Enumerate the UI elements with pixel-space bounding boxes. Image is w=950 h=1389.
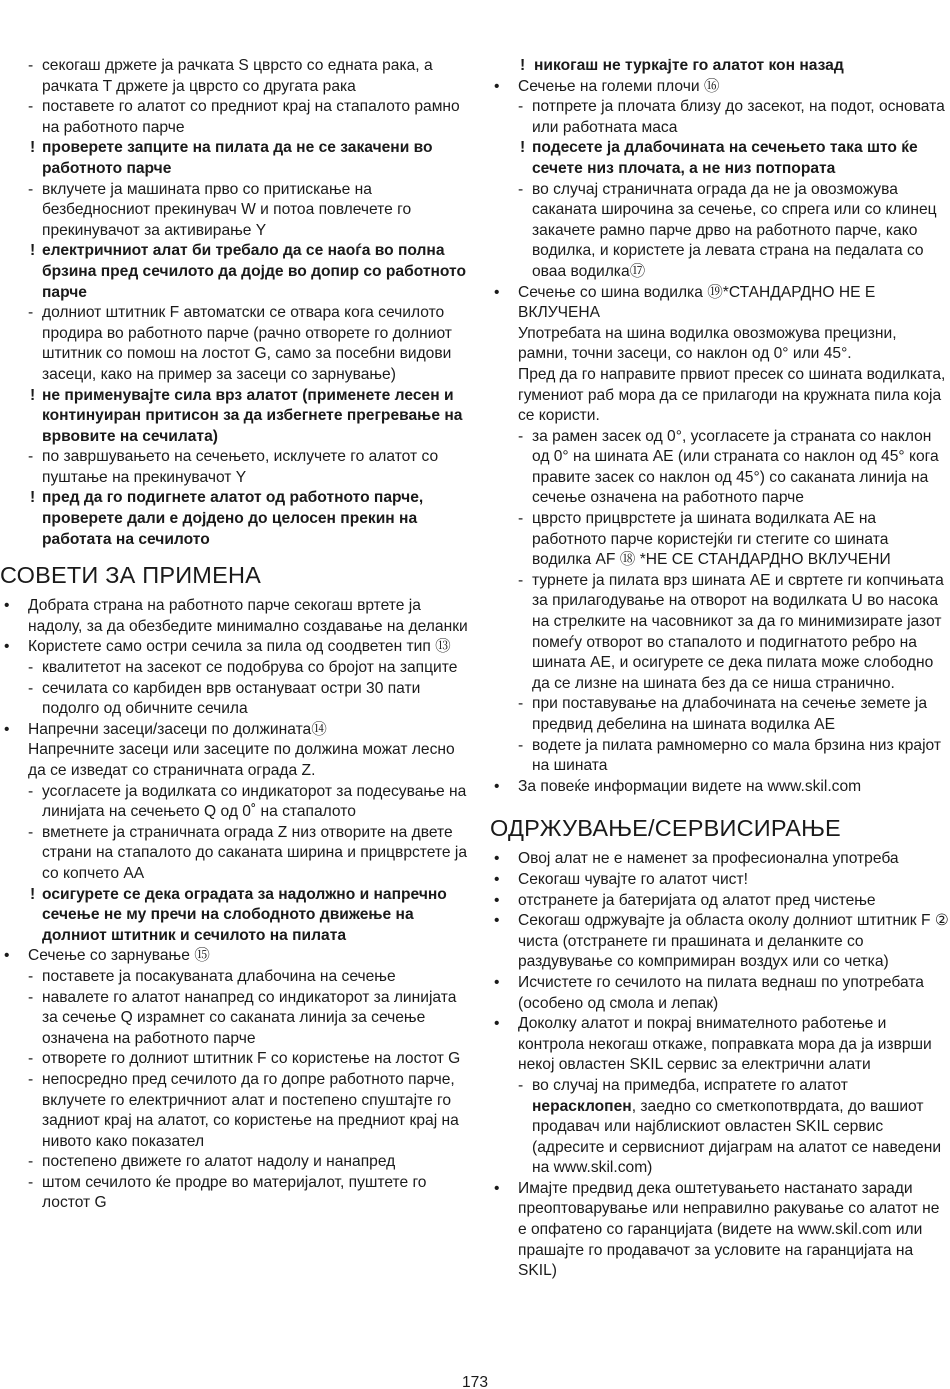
left-instructions-list <box>0 56 470 550</box>
right-column <box>490 56 950 1282</box>
list-item <box>490 911 950 973</box>
list-item-text: Овој алат не е наменет за професионална употреба <box>518 850 899 868</box>
list-item <box>0 386 470 448</box>
list-item <box>490 891 950 912</box>
list-marker: ! <box>30 139 36 157</box>
list-item <box>0 782 470 823</box>
list-marker: - <box>518 1076 524 1094</box>
list-item <box>0 488 470 550</box>
list-item <box>0 97 470 138</box>
list-item <box>490 571 950 695</box>
list-item <box>490 849 950 870</box>
list-marker: • <box>494 777 500 795</box>
list-item-text: постепено движете го алатот надолу и нанапред <box>42 1153 396 1171</box>
list-item <box>490 97 950 138</box>
list-item-text: поставете го алатот со предниот крај на стапалото рамно на работното парче <box>42 98 460 136</box>
list-marker: - <box>28 1050 34 1068</box>
list-item-text: никогаш не туркајте го алатот кон назад <box>534 57 844 74</box>
list-marker: • <box>494 870 500 888</box>
list-item-text: Сечење со шина водилка ⑲*СТАНДАРДНО НЕ Е ВКЛУЧЕНА <box>518 283 876 322</box>
list-item <box>0 679 470 720</box>
list-marker: - <box>28 1070 34 1088</box>
list-item <box>490 427 950 509</box>
list-marker: - <box>28 98 34 116</box>
list-item-text: пред да го подигнете алатот од работното парче, проверете дали е дојдено до целосен прекин на работата на сечилото <box>42 489 424 548</box>
list-item <box>0 658 470 679</box>
section-heading-application-tips: СОВЕТИ ЗА ПРИМЕНА <box>0 562 262 589</box>
list-item <box>0 1070 470 1152</box>
list-item <box>490 694 950 735</box>
list-item <box>490 736 950 777</box>
list-item <box>0 967 470 988</box>
list-marker: ! <box>520 139 526 157</box>
list-marker: • <box>4 638 10 656</box>
list-item-text: Добрата страна на работното парче секогаш вртете ја надолу, за да обезбедите минимално создавање на деланки <box>28 597 468 635</box>
list-item <box>0 56 470 97</box>
list-item-text: цврсто прицврстете ја шината водилката AE на работното парче користејќи ги стегите со шината водилка AF ⑱ *НЕ СЕ СТАНДАРДНО ВКЛУЧЕНИ <box>532 510 891 569</box>
list-item-text: не применувајте сила врз алатот (применете лесен и континуиран притисон за да избегнете прегревање на врвовите на сечилата) <box>42 386 463 445</box>
list-marker: - <box>28 448 34 466</box>
list-item <box>490 777 950 798</box>
list-marker: • <box>494 283 500 301</box>
list-item-text: штом сечилото ќе продре во материјалот, пуштете го лостот G <box>42 1173 427 1212</box>
list-item <box>0 946 470 967</box>
list-item <box>0 138 470 179</box>
warranty-list <box>490 1179 950 1282</box>
list-item <box>490 870 950 891</box>
list-item-text: подесете ја длабочината на сечењето така што ќе сечете низ плочата, а не низ потпората <box>532 139 918 177</box>
list-item-text: Исчистете го сечилото на пилата веднаш по употребата (особено од смола и лепак) <box>518 973 924 1012</box>
list-marker: ! <box>30 242 36 260</box>
list-item <box>0 1152 470 1173</box>
list-item <box>490 324 950 365</box>
list-marker: - <box>28 659 34 677</box>
list-item-text: Доколку алатот и покрај внимателното работење и контрола некогаш откаже, поправката мора да ја изврши некој овластен SKIL сервис за електрични алати <box>518 1015 932 1074</box>
list-item <box>0 1173 470 1214</box>
list-marker: • <box>494 912 500 930</box>
list-item <box>490 365 950 427</box>
application-tips-list <box>0 596 470 1214</box>
list-item-text: поставете ја посакуваната длабочина на сечење <box>42 967 396 985</box>
service-text-after: , заедно со сметкопотврдата, до вашиот продавач или најблискиот овластен SKIL сервис (адресите и сервисниот дијаграм на алатот се наведени на www.skil.com) <box>532 1097 942 1177</box>
service-text-before: во случај на примедба, испратете го алатот <box>532 1076 848 1094</box>
list-item-text: непосредно пред сечилото да го допре работното парче, вклучете го електричниот алат и постепено спуштајте го задниот крај на алатот, со користење на предниот крај на нивото како показател <box>42 1070 459 1150</box>
list-item-text: Напречни засеци/засеци по должината⑭ <box>28 720 327 738</box>
list-item-text: во случај страничната ограда да не ја овозможува саканата широчина за сечење, со спрега или со клинец закачете рамно парче дрво на работното парче, како водилка, и користете ја левата страна на педалата со оваа водилка⑰ <box>532 180 937 280</box>
list-item <box>0 447 470 488</box>
list-item <box>490 180 950 283</box>
list-marker: - <box>518 98 524 116</box>
list-marker: ! <box>30 885 36 903</box>
list-item <box>0 740 470 781</box>
list-marker: • <box>494 1015 500 1033</box>
right-instructions-list <box>490 56 950 797</box>
list-marker: - <box>518 180 524 198</box>
list-marker: • <box>494 850 500 868</box>
list-marker: • <box>494 1179 500 1197</box>
list-item <box>0 885 470 947</box>
list-item <box>0 720 470 741</box>
list-marker: ! <box>520 57 526 74</box>
list-item-text: За повеќе информации видете на www.skil.com <box>518 777 862 795</box>
list-item <box>0 241 470 303</box>
list-marker: - <box>28 1153 34 1171</box>
list-item-text: сечилата со карбиден врв остануваат остри 30 пати подолго од обичните сечила <box>42 679 421 718</box>
list-item <box>0 180 470 242</box>
list-item-text: потпрете ја плочата близу до засекот, на подот, основата или работната маса <box>532 98 945 136</box>
list-item <box>490 77 950 98</box>
list-marker: • <box>494 973 500 991</box>
list-marker: - <box>518 695 524 713</box>
list-item <box>490 56 950 77</box>
list-marker: - <box>28 967 34 985</box>
list-item <box>0 1049 470 1070</box>
list-item-text: отстранете ја батеријата од алатот пред чистење <box>518 891 876 909</box>
list-marker: - <box>518 571 524 589</box>
section-heading-maintenance: ОДРЖУВАЊЕ/СЕРВИСИРАЊЕ <box>490 815 841 842</box>
list-marker: - <box>28 988 34 1006</box>
list-item-text: Сечење на големи плочи ⑯ <box>518 77 720 95</box>
list-item-text: при поставување на длабочината на сечење земете ја предвид дебелина на шината водилка AE <box>532 695 928 733</box>
list-marker: - <box>28 1173 34 1191</box>
left-column <box>0 56 470 1214</box>
list-marker: - <box>28 180 34 198</box>
list-item-text: навалете го алатот нанапред со индикаторот за линијата за сечење Q израмнет со саканата линија за сечење означена на работното парче <box>42 988 457 1047</box>
list-item <box>0 988 470 1050</box>
list-item-text: Употребата на шина водилка овозможува прецизни, рамни, точни засеци, со наклон од 0° или 45°. <box>518 324 897 363</box>
list-marker: - <box>28 57 34 74</box>
list-item <box>490 1014 950 1076</box>
list-item <box>490 283 950 324</box>
list-item-text: Користете само остри сечила за пила од соодветен тип ⑬ <box>28 638 451 656</box>
list-marker: - <box>28 304 34 322</box>
list-item <box>490 138 950 179</box>
list-item-text: Секогаш одржувајте ја областа околу долниот штитник F ② чиста (отстранете ги прашината и деланките со раздувување со компримиран воздух или со четка) <box>518 912 949 971</box>
list-item-text: осигурете се дека оградата за надолжно и напречно сечење не му пречи на слободното движење на долниот штитник и сечилото на пилата <box>42 885 447 944</box>
list-marker: • <box>4 720 10 738</box>
list-item-text: Имајте предвид дека оштетувањето настанато заради преоптоварување или неправилно ракување со алатот не е опфатено со гаранцијата (видете на www.skil.com или прашајте го продавачот за условите на гаранцијата на SKIL) <box>518 1179 940 1280</box>
list-item-text: електричниот алат би требало да се наоѓа во полна брзина пред сечилото да дојде во допир со работното парче <box>42 242 467 301</box>
list-item-text: Пред да го направите првиот пресек со шината водилката, гумениот раб мора да се прилагоди на кружната пила која се користи. <box>518 365 946 425</box>
list-item <box>0 303 470 385</box>
list-marker: • <box>4 947 10 965</box>
maintenance-list <box>490 849 950 1076</box>
list-item <box>490 973 950 1014</box>
list-item-text: проверете запците на пилата да не се закачени во работното парче <box>42 139 433 177</box>
list-item-text: квалитетот на засекот се подобрува со бројот на запците <box>42 659 458 677</box>
list-marker: • <box>494 77 500 95</box>
list-item-text: усогласете ја водилката со индикаторот за подесување на линијата на сечењето Q од 0˚ на стапалото <box>42 782 467 821</box>
list-item-text: турнете ја пилата врз шината AE и свртете ги копчињата за прилагодување на отворот на водилката U во насока на стрелките на часовникот за да го минимизирате јазот помеѓу отворот во стапалото и подигнатото ребро на шината AE, и осигурете се дека пилата може слободно да се лизне на шината без да се ниша странично. <box>532 571 944 692</box>
list-item-text: вклучете ја машината прво со притискање на безбедносниот прекинувач W и потоа повлечете го прекинувачот за активирање Y <box>42 180 412 239</box>
list-marker: - <box>28 679 34 697</box>
list-marker: - <box>28 782 34 800</box>
list-marker: - <box>518 510 524 528</box>
list-item <box>490 509 950 571</box>
page-number: 173 <box>461 1374 489 1389</box>
list-marker: ! <box>30 386 36 404</box>
list-item-text: Напречните засеци или засеците по должина можат лесно да се изведат со страничната ограда Z. <box>28 741 455 779</box>
list-item-text: вметнете ја страничната ограда Z низ отворите на двете страни на стапалото до саканата ширина и прицврстете ја со копчето AA <box>42 823 468 882</box>
list-item-text: Сечење со зарнување ⑮ <box>28 947 210 965</box>
list-marker: - <box>518 736 524 754</box>
list-item-text: по завршувањето на сечењето, исклучете го алатот со пуштање на прекинувачот Y <box>42 448 439 486</box>
list-item <box>0 637 470 658</box>
service-text-bold: нерасклопен <box>532 1097 632 1115</box>
list-item-text: водете ја пилата рамномерно со мала брзина низ крајот на шината <box>532 736 942 775</box>
list-item-text: отворете го долниот штитник F со користење на лостот G <box>42 1050 461 1068</box>
list-item-text: Секогаш чувајте го алатот чист! <box>518 870 748 888</box>
list-marker: - <box>518 427 524 445</box>
list-item <box>490 1179 950 1282</box>
list-marker: ! <box>30 489 36 507</box>
list-item-text: долниот штитник F автоматски се отвара кога сечилото продира во работното парче (рачно отворете го долниот штитник со помош на лостот G, само за посебни видови засеци, како на пример за засеци со зарнување) <box>42 304 452 383</box>
service-item <box>490 1076 950 1179</box>
list-item-text: секогаш држете ја рачката S цврсто со едната рака, а рачката T држете ја цврсто со другата рака <box>42 57 433 95</box>
list-item-text: за рамен засек од 0°, усогласете ја страната со наклон од 0° на шината AE (или страната со наклон од 45° кога правите засек со наклон од 45°) со саканата линија на сечење означена на работното парче <box>532 427 939 507</box>
list-marker: • <box>494 891 500 909</box>
list-item <box>0 596 470 637</box>
list-item <box>0 823 470 885</box>
list-marker: • <box>4 597 10 615</box>
list-marker: - <box>28 823 34 841</box>
